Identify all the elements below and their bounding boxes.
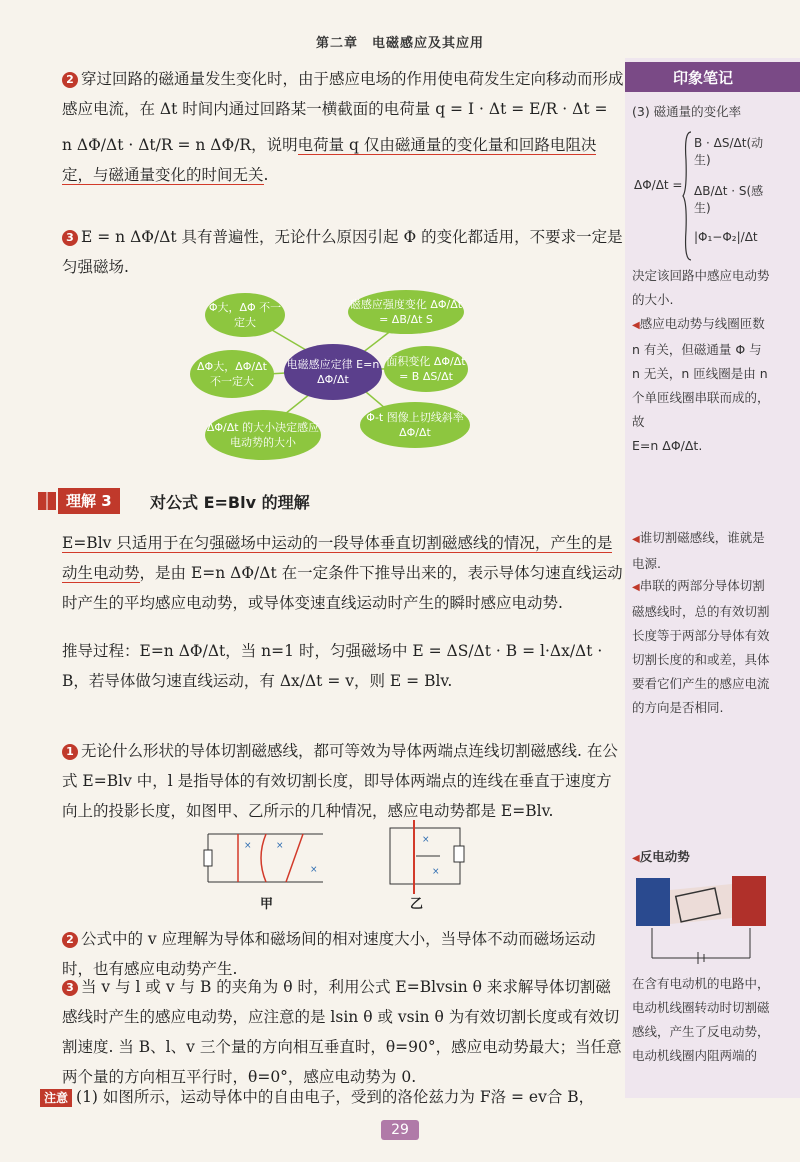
page-number: 29 bbox=[381, 1120, 419, 1140]
paragraph-point-3: 3 当 v 与 l 或 v 与 B 的夹角为 θ 时，利用公式 E=Blvsin θ 来求解导体切割磁感线时产生的感应电动势，应注意的是 lsin θ 或 vsin θ 为有效切割长度或有效切割速度. 当 B、l、v 三个量的方向相互垂直时，θ=90°，感应电动势最大；当任意两个量的方向相互平行时，θ=0°，感应电动势为 0. bbox=[62, 978, 622, 1086]
node-change-large: ΔΦ大，ΔΦ/Δt 不一定大 bbox=[190, 350, 274, 398]
rate-tail: 决定该回路中感应电动势的大小. bbox=[632, 268, 770, 307]
paragraph-note: 注意 (1) 如图所示，运动导体中的自由电子，受到的洛伦兹力为 F洛 = ev合 B， bbox=[40, 1082, 624, 1112]
chapter-header: 第二章 电磁感应及其应用 bbox=[315, 36, 484, 51]
book-icon bbox=[36, 489, 58, 513]
paragraph-charge: 2 穿过回路的磁通量发生变化时，由于感应电场的作用使电荷发生定向移动而形成感应电流，在 Δt 时间内通过回路某一横截面的电荷量 q = I · Δt = E/R · Δt = bbox=[62, 70, 624, 118]
node-faraday-law: 电磁感应定律 E=n ΔΦ/Δt bbox=[284, 344, 382, 400]
triangle-marker-icon: ◀ bbox=[632, 534, 640, 545]
back-emf-text: 在含有电动机的电路中，电动机线圈转动时切割磁感线，产生了反电动势，电动机线圈内阻两端的 bbox=[632, 976, 770, 1063]
rate-case-2: ΔB/Δt · S(感生) bbox=[694, 184, 764, 215]
note-series: ◀串联的两部分导体切割磁感线时，总的有效切割长度等于两部分导体有效切割长度的和或差，具体要看它们产生的感应电流的方向是否相同. bbox=[632, 578, 770, 715]
figure-jia bbox=[198, 828, 328, 888]
paragraph-universal: 3 E = n ΔΦ/Δt 具有普遍性，无论什么原因引起 Φ 的变化都适用，不要求一定是匀强磁场. bbox=[62, 228, 623, 276]
rate-cases bbox=[634, 126, 774, 266]
rate-title: (3) 磁通量的变化率 bbox=[632, 104, 742, 119]
svg-text:×: × bbox=[310, 865, 318, 875]
figure-yi-caption: 乙 bbox=[410, 897, 424, 912]
svg-text:×: × bbox=[244, 841, 252, 851]
paragraph-charge-cont: n ΔΦ/Δt · Δt/R = n ΔΦ/R，说明电荷量 q 仅由磁通量的变化量和回路电阻决定，与磁通量变化的时间无关. bbox=[62, 136, 597, 184]
note-tag: 注意 bbox=[40, 1089, 72, 1107]
figure-jia-caption: 甲 bbox=[260, 897, 274, 912]
brace-icon bbox=[682, 130, 692, 262]
underline-charge-conclusion: 电荷量 q 仅由磁通量的变化量和回路电阻决定，与磁通量变化的时间无关 bbox=[62, 136, 597, 184]
section-title: 对公式 E=Blv 的理解 bbox=[150, 493, 310, 512]
number-2-icon: 2 bbox=[62, 932, 78, 948]
rate-case-1: B · ΔS/Δt(动生) bbox=[694, 136, 764, 167]
node-flux-large: Φ大，ΔΦ 不一定大 bbox=[205, 293, 285, 337]
svg-text:×: × bbox=[276, 841, 284, 851]
section-label: 理解 3 bbox=[58, 488, 120, 514]
note-turns-formula: E=n ΔΦ/Δt. bbox=[632, 438, 703, 453]
paragraph-blv-scope: E=Blv 只适用于在匀强磁场中运动的一段导体垂直切割磁感线的情况，产生的是动生电动势，是由 E=n ΔΦ/Δt 在一定条件下推导出来的，表示导体匀速直线运动时产生的平均感应电动势，或导体变速直线运动时产生的瞬时感应电动势. bbox=[62, 534, 623, 612]
number-2-icon: 2 bbox=[62, 72, 78, 88]
triangle-marker-icon: ◀ bbox=[632, 320, 640, 331]
rate-case-3: |Φ₁−Φ₂|/Δt bbox=[694, 230, 758, 244]
triangle-marker-icon: ◀ bbox=[632, 582, 640, 593]
paragraph-point-1: 1 无论什么形状的导体切割磁感线，都可等效为导体两端点连线切割磁感线. 在公式 E=Blv 中，l 是指导体的有效切割长度，即导体两端点的连线在垂直于速度方向上的投影长度，如图甲、乙所示的几种情况，感应电动势都是 E=Blv. bbox=[62, 742, 618, 820]
svg-text:×: × bbox=[432, 867, 440, 877]
number-3-icon: 3 bbox=[62, 980, 78, 996]
number-1-icon: 1 bbox=[62, 744, 78, 760]
node-slope: Φ-t 图像上切线斜率 ΔΦ/Δt bbox=[360, 402, 470, 448]
node-rate-decides: ΔΦ/Δt 的大小决定感应电动势的大小 bbox=[205, 410, 321, 460]
underline-blv-scope: E=Blv 只适用于在匀强磁场中运动的一段导体垂直切割磁感线的情况，产生的是动生电动势 bbox=[62, 534, 613, 582]
node-b-change: 磁感应强度变化 ΔΦ/Δt = ΔB/Δt S bbox=[348, 290, 464, 334]
paragraph-derivation: 推导过程：E=n ΔΦ/Δt，当 n=1 时，匀强磁场中 E = ΔS/Δt · B = l·Δx/Δt · B，若导体做匀速直线运动，有 Δx/Δt = v，则 E = Blv. bbox=[62, 642, 603, 690]
number-3-icon: 3 bbox=[62, 230, 78, 246]
back-emf-title: ◀反电动势 bbox=[632, 849, 690, 864]
motor-illustration bbox=[632, 868, 770, 968]
figure-yi bbox=[370, 818, 465, 898]
paragraph-point-2: 2 公式中的 v 应理解为导体和磁场间的相对速度大小，当导体不动而磁场运动时，也有感应电动势产生. bbox=[62, 930, 596, 978]
sidebar-title: 印象笔记 bbox=[625, 62, 800, 92]
note-turns: ◀感应电动势与线圈匝数 n 有关，但磁通量 Φ 与 n 无关，n 匝线圈是由 n 个单匝线圈串联而成的，故 E=n ΔΦ/Δt. bbox=[632, 312, 770, 458]
triangle-marker-icon: ◀ bbox=[632, 853, 640, 864]
note-source: ◀谁切割磁感线，谁就是电源. bbox=[632, 530, 765, 571]
node-area-change: 面积变化 ΔΦ/Δt = B ΔS/Δt bbox=[384, 346, 468, 392]
rate-symbol: ΔΦ/Δt = bbox=[634, 178, 683, 192]
svg-text:×: × bbox=[422, 835, 430, 845]
